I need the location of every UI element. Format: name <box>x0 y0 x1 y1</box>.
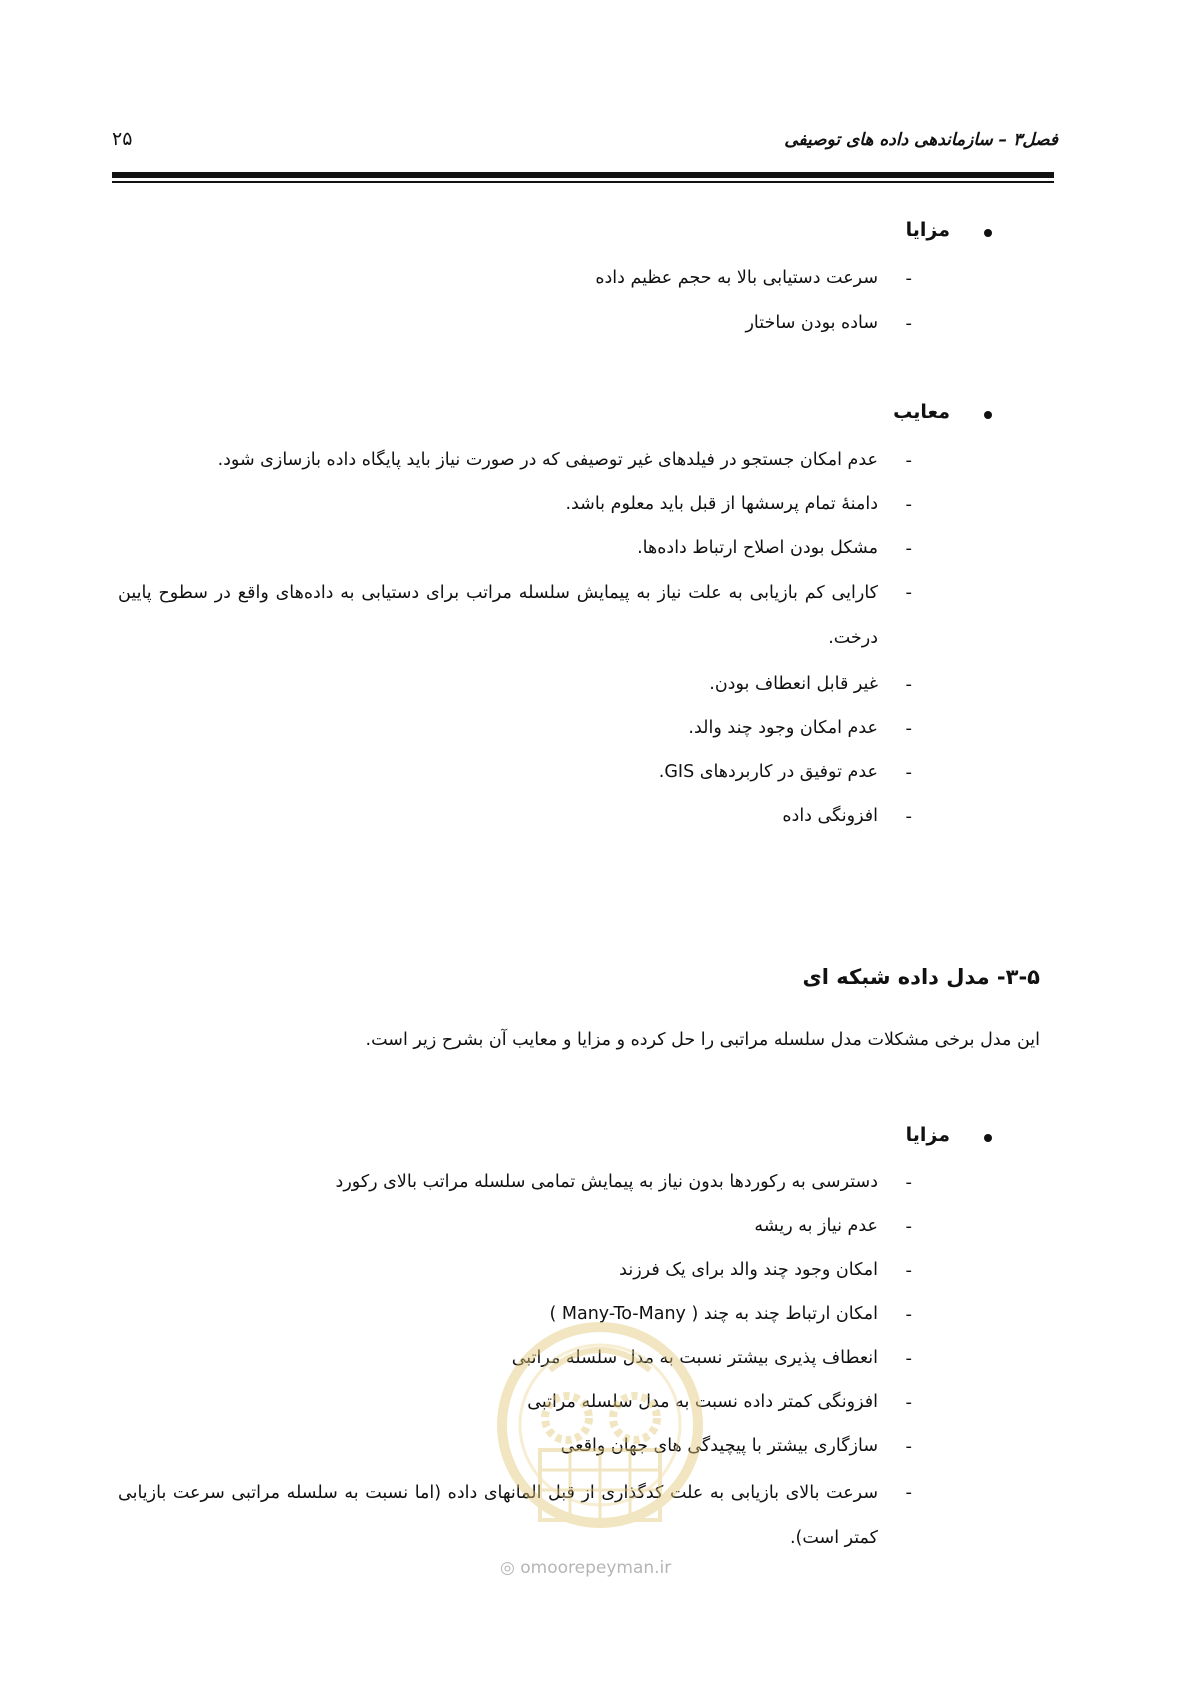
header-rule-thick <box>112 172 1054 178</box>
dash-icon: - <box>905 674 912 695</box>
disadvantages-heading: معایب <box>893 401 950 423</box>
list-item: عدم امکان جستجو در فیلدهای غیر توصیفی که در صورت نیاز باید پایگاه داده بازسازی شود. <box>217 450 878 470</box>
dash-icon: - <box>905 718 912 739</box>
dash-icon: - <box>905 1436 912 1457</box>
advantages-heading: مزایا <box>905 219 950 241</box>
list-item: مشکل بودن اصلاح ارتباط داده‌ها. <box>637 538 878 558</box>
network-advantages-heading: مزایا <box>905 1124 950 1146</box>
dash-icon: - <box>905 1482 912 1503</box>
list-item: افزونگی کمتر داده نسبت به مدل سلسله مراتبی <box>527 1392 878 1412</box>
dash-icon: - <box>905 582 912 603</box>
dash-icon: - <box>905 268 912 289</box>
list-item: عدم نیاز به ریشه <box>754 1216 878 1236</box>
list-item: سرعت دستیابی بالا به حجم عظیم داده <box>595 268 878 288</box>
section-intro: این مدل برخی مشکلات مدل سلسله مراتبی را حل کرده و مزایا و معایب آن بشرح زیر است. <box>365 1030 1040 1050</box>
list-item: انعطاف پذیری بیشتر نسبت به مدل سلسله مراتبی <box>511 1348 878 1368</box>
dash-icon: - <box>905 806 912 827</box>
dash-icon: - <box>905 494 912 515</box>
dash-icon: - <box>905 1216 912 1237</box>
list-item: عدم امکان وجود چند والد. <box>688 718 878 738</box>
list-item: سرعت بالای بازیابی به علت کدگذاری از قبل المانهای داده (اما نسبت به سلسله مراتبی سرعت بازیابی کمتر است). <box>118 1483 878 1548</box>
list-item: دامنهٔ تمام پرسشها از قبل باید معلوم باشد. <box>565 494 878 514</box>
dash-icon: - <box>905 313 912 334</box>
dash-icon: - <box>905 1260 912 1281</box>
list-item: امکان وجود چند والد برای یک فرزند <box>619 1260 878 1280</box>
dash-icon: - <box>905 1172 912 1193</box>
watermark-text: ◎ omoorepeyman.ir <box>500 1558 672 1578</box>
dash-icon: - <box>905 762 912 783</box>
section-title: ۳-۵- مدل داده شبکه ای <box>802 965 1040 989</box>
chapter-title: فصل۳ – سازماندهی داده های توصیفی <box>784 130 1058 150</box>
list-item: دسترسی به رکوردها بدون نیاز به پیمایش تمامی سلسله مراتب بالای رکورد <box>335 1172 878 1192</box>
list-item: ساده بودن ساختار <box>745 313 878 333</box>
list-item: سازگاری بیشتر با پیچیدگی های جهان واقعی <box>560 1436 878 1456</box>
list-item: افزونگی داده <box>782 806 878 826</box>
dash-icon: - <box>905 538 912 559</box>
list-item: غیر قابل انعطاف بودن. <box>709 674 878 694</box>
header-rule-thin <box>112 181 1054 183</box>
bullet-icon <box>984 411 992 419</box>
list-item: امکان ارتباط چند به چند ( Many-To-Many ) <box>549 1304 878 1324</box>
list-item: عدم توفیق در کاربردهای GIS. <box>658 762 878 782</box>
bullet-icon <box>984 229 992 237</box>
dash-icon: - <box>905 450 912 471</box>
dash-icon: - <box>905 1304 912 1325</box>
bullet-icon <box>984 1134 992 1142</box>
watermark-logo-icon <box>495 1300 705 1550</box>
page-number: ۲۵ <box>112 128 133 150</box>
dash-icon: - <box>905 1392 912 1413</box>
dash-icon: - <box>905 1348 912 1369</box>
list-item: کارایی کم بازیابی به علت نیاز به پیمایش سلسله مراتب برای دستیابی به داده‌های واقع در سطوح پایین درخت. <box>118 583 878 648</box>
